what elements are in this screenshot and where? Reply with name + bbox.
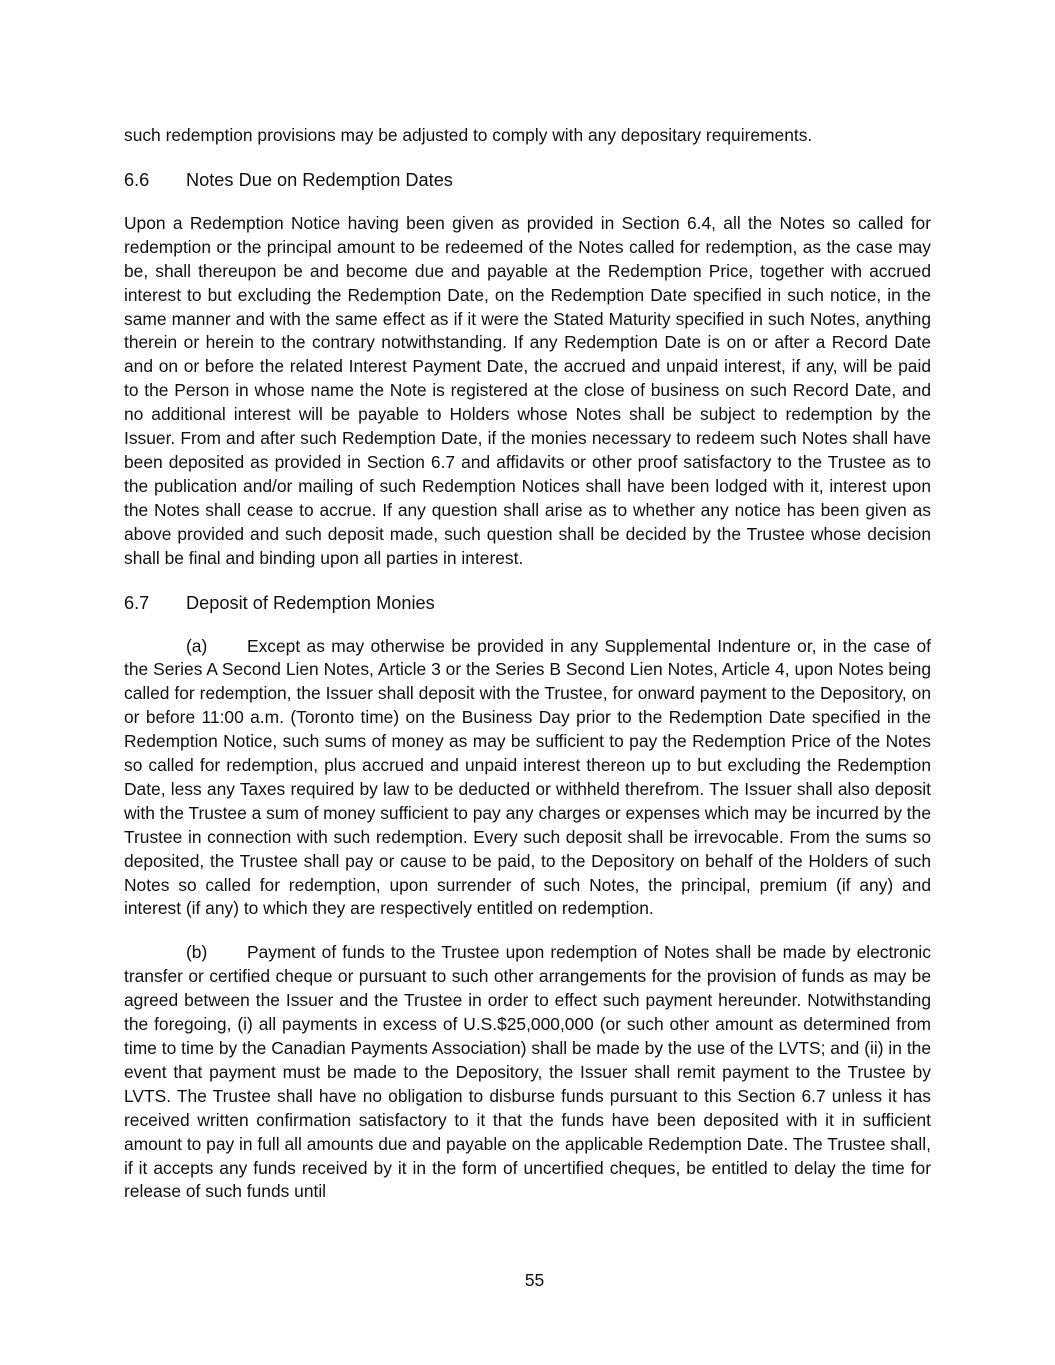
subparagraph-b-label: (b) (186, 942, 208, 963)
section-6-7-title: Deposit of Redemption Monies (186, 592, 435, 613)
page-number: 55 (524, 1270, 545, 1290)
document-page (124, 124, 931, 1224)
opening-line: such redemption provisions may be adjusted to comply with any depositary requirements. (124, 125, 813, 145)
section-6-6-number: 6.6 (124, 169, 150, 190)
subparagraph-b-text: Payment of funds to the Trustee upon redemption of Notes shall be made by electronic transfer or certified cheque or pursuant to such other arrangements for the provision of funds as may be agreed between the Issuer and the Trustee in order to effect such payment hereunder. Notwithstanding the foregoing, (i) all payments in excess of U.S.$25,000,000 (or such other amount as determined from time to time by the Canadian Payments Association) shall be made by the use of the LVTS; and (ii) in the event that payment must be made to the Depository, the Issuer shall remit payment to the Trustee by LVTS. The Trustee shall have no obligation to disburse funds pursuant to this Section 6.7 unless it has received written confirmation satisfactory to it that the funds have been deposited with it in sufficient amount to pay in full all amounts due and payable on the applicable Redemption Date. The Trustee shall, if it accepts any funds received by it in the form of uncertified cheques, be entitled to delay the time for release of such funds until (124, 942, 931, 1202)
section-6-6-title: Notes Due on Redemption Dates (186, 169, 453, 190)
subparagraph-a-label: (a) (186, 635, 208, 656)
subparagraph-a-text: Except as may otherwise be provided in any Supplemental Indenture or, in the case of the Series A Second Lien Notes, Article 3 or the Series B Second Lien Notes, Article 4, upon Notes being called for redemption, the Issuer shall deposit with the Trustee, for onward payment to the Depository, on or before 11:00 a.m. (Toronto time) on the Business Day prior to the Redemption Date specified in the Redemption Notice, such sums of money as may be sufficient to pay the Redemption Price of the Notes so called for redemption, plus accrued and unpaid interest thereon up to but excluding the Redemption Date, less any Taxes required by law to be deducted or withheld therefrom. The Issuer shall also deposit with the Trustee a sum of money sufficient to pay any charges or expenses which may be incurred by the Trustee in connection with such redemption. Every such deposit shall be irrevocable. From the sums so deposited, the Trustee shall pay or cause to be paid, to the Depository on behalf of the Holders of such Notes so called for redemption, upon surrender of such Notes, the principal, premium (if any) and interest (if any) to which they are respectively entitled on redemption. (124, 635, 931, 919)
section-6-7-number: 6.7 (124, 592, 150, 613)
section-6-6-heading (124, 168, 931, 192)
section-6-6-paragraph: Upon a Redemption Notice having been given as provided in Section 6.4, all the Notes so called for redemption or the principal amount to be redeemed of the Notes called for redemption, as the case may be, shall thereupon be and become due and payable at the Redemption Price, together with accrued interest to but excluding the Redemption Date, on the Redemption Date specified in such notice, in the same manner and with the same effect as if it were the Stated Maturity specified in such Notes, anything therein or herein to the contrary notwithstanding. If any Redemption Date is on or after a Record Date and on or before the related Interest Payment Date, the accrued and unpaid interest, if any, will be paid to the Person in whose name the Note is registered at the close of business on such Record Date, and no additional interest will be payable to Holders whose Notes shall be subject to redemption by the Issuer. From and after such Redemption Date, if the monies necessary to redeem such Notes shall have been deposited as provided in Section 6.7 and affidavits or other proof satisfactory to the Trustee as to the publication and/or mailing of such Redemption Notices shall have been lodged with it, interest upon the Notes shall cease to accrue. If any question shall arise as to whether any notice has been given as above provided and such deposit made, such question shall be decided by the Trustee whose decision shall be final and binding upon all parties in interest. (124, 212, 931, 568)
section-6-7-subparagraph-a (124, 635, 931, 922)
section-6-7-heading (124, 591, 931, 615)
section-6-7-subparagraph-b (124, 941, 931, 1204)
